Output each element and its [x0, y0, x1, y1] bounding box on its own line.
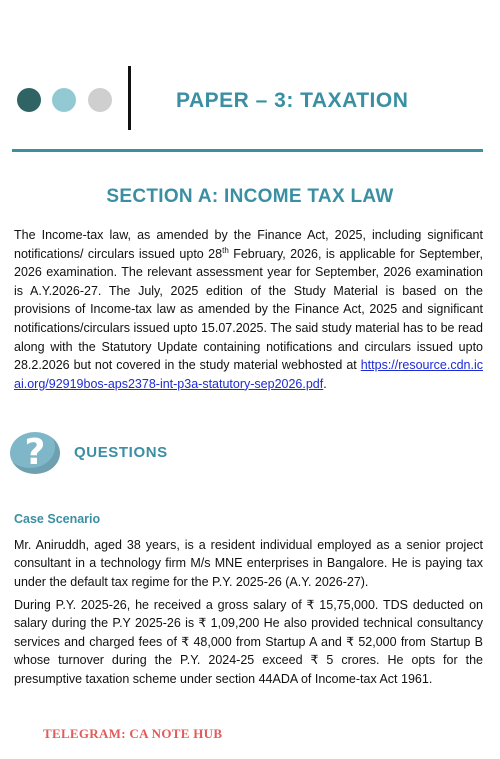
intro-superscript: th: [222, 245, 229, 255]
header-vertical-divider: [128, 66, 131, 130]
intro-end-punctuation: .: [323, 376, 327, 391]
case-paragraph-1: Mr. Aniruddh, aged 38 years, is a resident individual employed as a senior project consultant in a technology firm M/s MNE enterprises in Bangalore. He is paying tax under the default tax regime for the P.Y. 2025-26 (A.Y. 2026-27).: [14, 538, 483, 589]
question-mark-icon: ?: [10, 432, 60, 474]
intro-text-continued: February, 2026, is applicable for September, 2026 examination. The relevant assessment year for September, 2026 examination is A.Y.2026-27. The July, 2025 edition of the Study Material is based on the provisions of Income-tax law as amended by the Finance Act, 2025 and significant notifications/circulars issued upto 15.07.2025. The said study material has to be read along with the Statutory Update containing notifications and circulars issued upto 28.2.2026 but not covered in the study material webhosted at: [14, 246, 483, 373]
intro-text: The Income-tax law, as amended by the Finance Act, 2025, including significant notifications/ circulars issued upto 28: [14, 228, 483, 261]
statutory-update-link[interactable]: https://resource.cdn.icai.org/92919bos-aps2378-int-p3a-statutory-sep2026.pdf: [14, 358, 483, 391]
questions-heading: QUESTIONS: [74, 444, 168, 461]
intro-paragraph: [14, 226, 483, 393]
header-dot-grey: [88, 88, 112, 112]
case-paragraph-2: During P.Y. 2025-26, he received a gross salary of ₹ 15,75,000. TDS deducted on salary during the P.Y 2025-26 is ₹ 1,09,200 He also provided technical consultancy services and charged fees of ₹ 48,000 from Startup A and ₹ 52,000 from Startup B whose turnover during the P.Y. 2024-25 exceed ₹ 5 crores. He opts for the presumptive taxation scheme under section 44ADA of Income-tax Act 1961.: [14, 598, 483, 686]
header-rule: [12, 149, 483, 152]
section-title: SECTION A: INCOME TAX LAW: [106, 186, 394, 207]
header-dot-light-blue: [52, 88, 76, 112]
telegram-watermark: TELEGRAM: CA NOTE HUB: [43, 726, 223, 741]
header-dot-dark: [17, 88, 41, 112]
paper-title: PAPER – 3: TAXATION: [176, 89, 409, 112]
case-scenario-heading: Case Scenario: [14, 512, 101, 526]
